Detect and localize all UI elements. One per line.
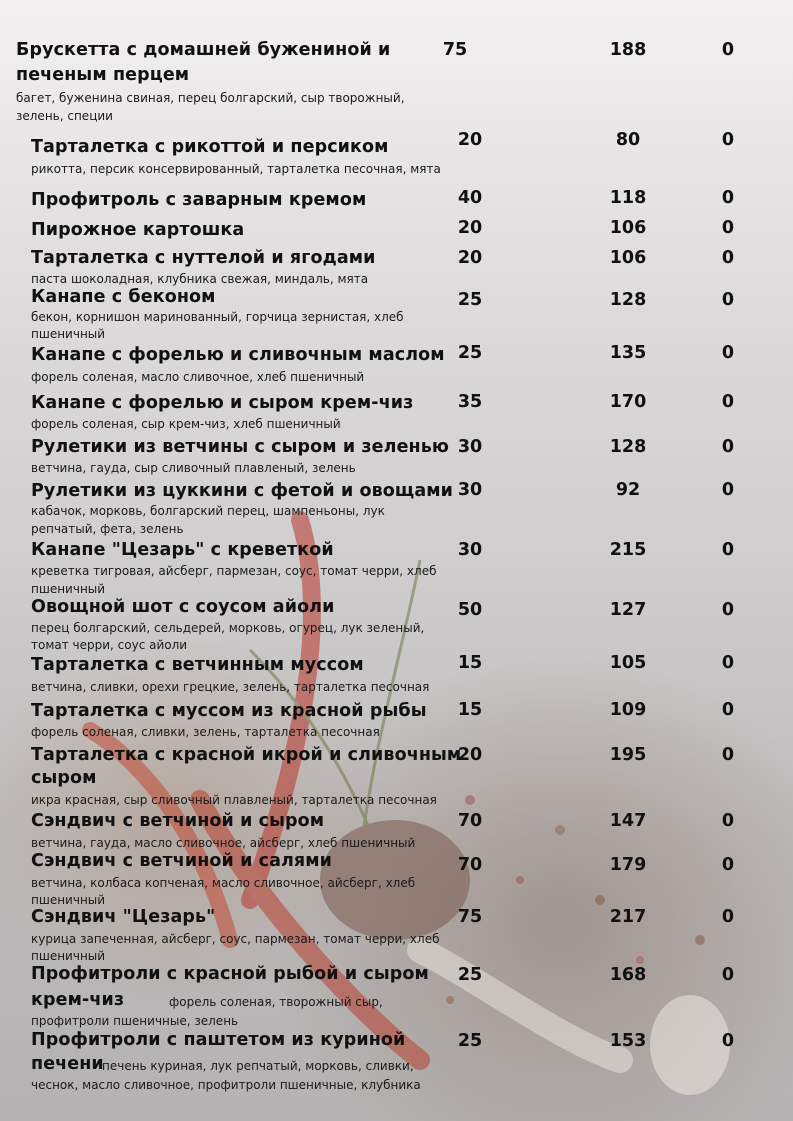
- item-ingredients-cont: зелень, специи: [16, 109, 113, 123]
- item-calories: 188: [609, 40, 647, 60]
- item-calories: 170: [609, 392, 647, 412]
- item-ingredients: форель соленая, масло сливочное, хлеб пшеничный: [31, 370, 365, 384]
- item-weight: 75: [442, 40, 468, 60]
- item-weight: 30: [457, 437, 483, 457]
- item-name: Тарталетка с нуттелой и ягодами: [31, 248, 376, 268]
- item-weight: 20: [457, 130, 483, 150]
- item-name-cont: крем-чиз: [31, 990, 125, 1010]
- item-ingredients-cont: пшеничный: [31, 893, 106, 907]
- item-extra: 0: [721, 437, 735, 457]
- item-ingredients: рикотта, персик консервированный, тарталетка песочная, мята: [31, 162, 441, 176]
- item-calories: 80: [615, 130, 641, 150]
- item-name: Тарталетка с муссом из красной рыбы: [31, 701, 427, 721]
- item-name: Канапе с беконом: [31, 287, 216, 307]
- item-weight: 20: [457, 745, 483, 765]
- item-weight: 15: [457, 653, 483, 673]
- item-calories: 128: [609, 437, 647, 457]
- item-calories: 128: [609, 290, 647, 310]
- item-extra: 0: [721, 130, 735, 150]
- item-calories: 179: [609, 855, 647, 875]
- item-name: Тарталетка с красной икрой и сливочным: [31, 745, 462, 765]
- item-name: Канапе с форелью и сливочным маслом: [31, 345, 445, 365]
- item-name: Профитроли с паштетом из куриной: [31, 1030, 406, 1050]
- item-calories: 92: [615, 480, 641, 500]
- item-ingredients: креветка тигровая, айсберг, пармезан, соус, томат черри, хлеб: [31, 564, 437, 578]
- item-ingredients-cont: репчатый, фета, зелень: [31, 522, 184, 536]
- item-extra: 0: [721, 540, 735, 560]
- item-ingredients: ветчина, колбаса копченая, масло сливочное, айсберг, хлеб: [31, 876, 416, 890]
- item-extra: 0: [721, 218, 735, 238]
- item-weight: 35: [457, 392, 483, 412]
- item-ingredients: бекон, корнишон маринованный, горчица зернистая, хлеб: [31, 310, 404, 324]
- item-calories: 135: [609, 343, 647, 363]
- item-calories: 195: [609, 745, 647, 765]
- item-calories: 147: [609, 811, 647, 831]
- item-name: Профитроль с заварным кремом: [31, 190, 367, 210]
- item-extra: 0: [721, 600, 735, 620]
- item-weight: 50: [457, 600, 483, 620]
- item-ingredients: ветчина, гауда, сыр сливочный плавленый, зелень: [31, 461, 356, 475]
- item-ingredients: форель соленая, сыр крем-чиз, хлеб пшеничный: [31, 417, 341, 431]
- item-ingredients: ветчина, сливки, орехи грецкие, зелень, тарталетка песочная: [31, 680, 430, 694]
- item-extra: 0: [721, 700, 735, 720]
- item-name: Сэндвич с ветчиной и салями: [31, 851, 333, 871]
- item-name-cont: печеным перцем: [16, 65, 190, 85]
- item-weight: 70: [457, 811, 483, 831]
- item-ingredients: форель соленая, творожный сыр,: [169, 995, 383, 1009]
- item-name: Сэндвич с ветчиной и сыром: [31, 811, 325, 831]
- item-weight: 40: [457, 188, 483, 208]
- item-weight: 25: [457, 290, 483, 310]
- item-extra: 0: [721, 907, 735, 927]
- item-name: Сэндвич "Цезарь": [31, 907, 216, 927]
- item-ingredients: печень куриная, лук репчатый, морковь, сливки,: [102, 1059, 414, 1073]
- item-weight: 30: [457, 480, 483, 500]
- item-name: Рулетики из цуккини с фетой и овощами: [31, 481, 454, 501]
- item-name: Брускетта с домашней бужениной и: [16, 40, 391, 60]
- item-name: Тарталетка с рикоттой и персиком: [31, 137, 389, 157]
- item-weight: 20: [457, 248, 483, 268]
- item-extra: 0: [721, 343, 735, 363]
- item-calories: 118: [609, 188, 647, 208]
- item-extra: 0: [721, 188, 735, 208]
- item-ingredients-cont: пшеничный: [31, 582, 106, 596]
- item-extra: 0: [721, 290, 735, 310]
- item-name: Тарталетка с ветчинным муссом: [31, 655, 364, 675]
- item-ingredients: ветчина, гауда, масло сливочное, айсберг, хлеб пшеничный: [31, 836, 416, 850]
- item-calories: 168: [609, 965, 647, 985]
- item-ingredients-cont: чеснок, масло сливочное, профитроли пшеничные, клубника: [31, 1078, 421, 1092]
- item-ingredients: паста шоколадная, клубника свежая, миндаль, мята: [31, 272, 369, 286]
- item-calories: 106: [609, 248, 647, 268]
- item-extra: 0: [721, 855, 735, 875]
- item-weight: 25: [457, 1031, 483, 1051]
- item-extra: 0: [721, 653, 735, 673]
- item-calories: 215: [609, 540, 647, 560]
- item-extra: 0: [721, 1031, 735, 1051]
- item-calories: 127: [609, 600, 647, 620]
- item-ingredients: курица запеченная, айсберг, соус, пармезан, томат черри, хлеб: [31, 932, 440, 946]
- item-ingredients-cont: профитроли пшеничные, зелень: [31, 1014, 239, 1028]
- item-weight: 25: [457, 965, 483, 985]
- item-extra: 0: [721, 745, 735, 765]
- item-weight: 75: [457, 907, 483, 927]
- item-weight: 25: [457, 343, 483, 363]
- item-calories: 109: [609, 700, 647, 720]
- item-calories: 153: [609, 1031, 647, 1051]
- item-name: Овощной шот с соусом айоли: [31, 597, 335, 617]
- item-name-cont: печени: [31, 1054, 104, 1074]
- item-ingredients: икра красная, сыр сливочный плавленый, тарталетка песочная: [31, 793, 437, 807]
- item-weight: 70: [457, 855, 483, 875]
- item-ingredients: перец болгарский, сельдерей, морковь, огурец, лук зеленый,: [31, 621, 425, 635]
- item-weight: 15: [457, 700, 483, 720]
- item-calories: 106: [609, 218, 647, 238]
- item-name: Канапе с форелью и сыром крем-чиз: [31, 393, 414, 413]
- item-extra: 0: [721, 248, 735, 268]
- item-ingredients: багет, буженина свиная, перец болгарский, сыр творожный,: [16, 91, 405, 105]
- item-calories: 217: [609, 907, 647, 927]
- item-name: Пирожное картошка: [31, 220, 245, 240]
- item-ingredients: кабачок, морковь, болгарский перец, шампеньоны, лук: [31, 504, 385, 518]
- item-weight: 20: [457, 218, 483, 238]
- item-extra: 0: [721, 392, 735, 412]
- item-ingredients: форель соленая, сливки, зелень, тарталетка песочная: [31, 725, 380, 739]
- item-extra: 0: [721, 965, 735, 985]
- item-extra: 0: [721, 480, 735, 500]
- item-name-cont: сыром: [31, 768, 97, 788]
- item-name: Канапе "Цезарь" с креветкой: [31, 540, 334, 560]
- item-extra: 0: [721, 40, 735, 60]
- item-ingredients-cont: пшеничный: [31, 327, 106, 341]
- item-ingredients-cont: пшеничный: [31, 949, 106, 963]
- item-name: Профитроли с красной рыбой и сыром: [31, 964, 429, 984]
- item-weight: 30: [457, 540, 483, 560]
- item-calories: 105: [609, 653, 647, 673]
- item-extra: 0: [721, 811, 735, 831]
- item-ingredients-cont: томат черри, соус айоли: [31, 638, 188, 652]
- item-name: Рулетики из ветчины с сыром и зеленью: [31, 437, 450, 457]
